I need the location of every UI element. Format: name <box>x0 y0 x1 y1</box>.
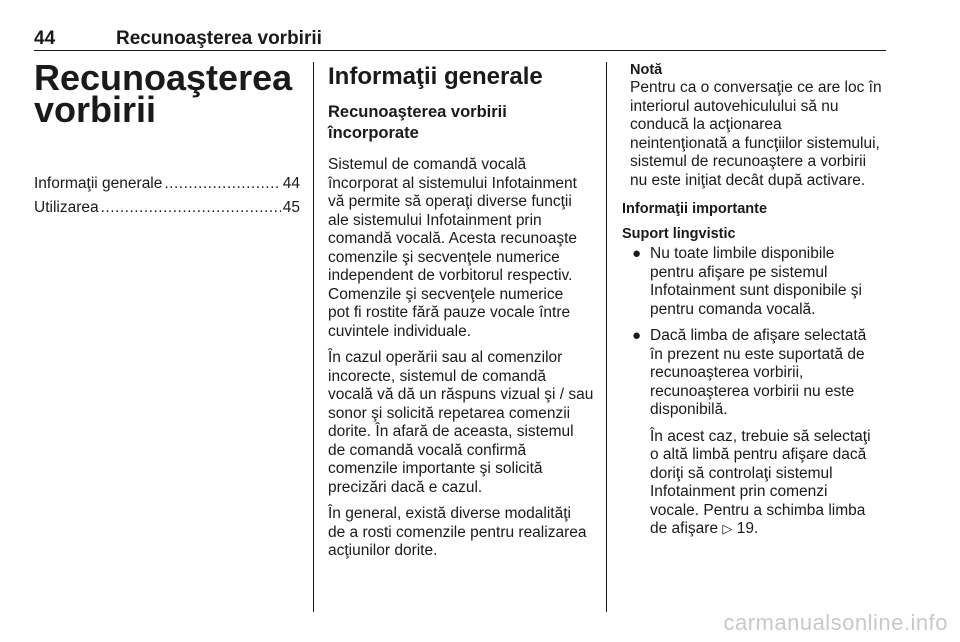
toc-entry-usage[interactable] <box>34 196 300 220</box>
text-line: disponibilă. <box>650 401 728 418</box>
text-line: încorporat al sistemului Infotainment <box>328 174 577 192</box>
text-line: Infotainment prin comenzi <box>650 483 828 500</box>
builtin-recognition-heading-line-1: Recunoaşterea vorbirii <box>328 103 507 121</box>
text-line: Nu toate limbile disponibile <box>650 245 835 262</box>
paragraph-errors <box>328 349 594 497</box>
text-line: recunoaşterea vorbirii nu este <box>650 382 855 400</box>
text-line: Pentru ca o conversaţie ce are loc în <box>630 79 882 96</box>
paragraph-general <box>328 505 594 561</box>
text-line: interiorul autovehiculului să nu <box>630 97 839 115</box>
text-line: incorecte, sistemul de comandă <box>328 367 546 385</box>
text-line: În cazul operării sau al comenzilor <box>328 349 563 366</box>
text-line <box>650 520 888 539</box>
text-line: Sistemul de comandă vocală <box>328 156 527 173</box>
note-title: Notă <box>630 62 663 78</box>
chapter-title: Recunoaşterea vorbirii <box>116 28 322 49</box>
column-divider-2 <box>606 62 607 612</box>
text-line: sistemul de recunoaştere a vorbirii <box>630 153 867 170</box>
toc-entry-label: Utilizarea <box>34 199 99 216</box>
text-line: sonor şi solicită repetarea comenzii <box>328 404 571 422</box>
text-line: Infotainment sunt disponibile şi <box>650 282 862 299</box>
general-info-heading: Informaţii generale <box>328 63 543 90</box>
text-line: neintenţionată a funcţiilor sistemului, <box>630 134 880 152</box>
text-line: vă permite să operaţi diverse funcţii <box>328 193 572 210</box>
toc-entry-general-info[interactable] <box>34 172 300 196</box>
column-divider-1 <box>313 62 314 612</box>
middle-column <box>328 62 594 561</box>
page-reference[interactable]: 19. <box>736 520 759 537</box>
important-info-heading: Informaţii importante <box>622 201 768 217</box>
text-line: comenzile şi secvenţele numerice <box>328 248 560 266</box>
text-line: independent de vorbitorul respectiv. <box>328 267 573 284</box>
text-line: dorite. În afară de aceasta, sistemul <box>328 423 574 440</box>
bullet-icon: ● <box>632 245 642 262</box>
text-line: cuvintele individuale. <box>328 322 472 340</box>
toc-entry-label: Informaţii generale <box>34 175 163 192</box>
list-item <box>622 327 888 420</box>
list-item <box>622 245 888 319</box>
builtin-recognition-heading <box>328 102 594 144</box>
text-line: o altă limbă pentru afişare dacă <box>650 446 867 463</box>
text-line: în prezent nu este suportată de <box>650 345 865 363</box>
text-fragment: de afişare <box>650 520 719 537</box>
text-line: doriţi să controlaţi sistemul <box>650 464 833 482</box>
text-line: vocală vă dă un răspuns vizual şi / sau <box>328 386 594 403</box>
text-line: vocale. Pentru a schimba limba <box>650 501 866 519</box>
toc-leader-dots <box>164 172 280 196</box>
page-number: 44 <box>34 28 56 49</box>
text-line: Comenzile şi secvenţele numerice <box>328 285 564 303</box>
text-line: recunoaşterea vorbirii, <box>650 364 804 381</box>
paragraph-intro <box>328 156 594 341</box>
text-line: de comandă vocală confirmă <box>328 441 527 459</box>
language-support-heading: Suport lingvistic <box>622 226 736 242</box>
text-line: pot fi rostite fără pauze vocale între <box>328 304 571 321</box>
table-of-contents <box>34 172 300 220</box>
text-line: ale sistemului Infotainment prin <box>328 211 542 229</box>
text-line: În acest caz, trebuie să selectaţi <box>650 427 871 445</box>
text-line: acţiunilor dorite. <box>328 542 438 559</box>
builtin-recognition-heading-line-2: încorporate <box>328 124 419 142</box>
text-line: Dacă limba de afişare selectată <box>650 327 867 344</box>
text-line: conducă la acţionarea <box>630 116 782 133</box>
toc-leader-dots <box>101 196 281 220</box>
text-line: comenzile importante şi solicită <box>328 460 543 477</box>
text-line: de a rosti comenzile pentru realizarea <box>328 523 587 541</box>
right-column <box>622 62 888 539</box>
note-text <box>630 79 888 190</box>
section-title <box>34 57 300 130</box>
toc-entry-page: 44 <box>282 175 300 192</box>
watermark: carmanualsonline.info <box>723 610 948 635</box>
bullet-icon: ● <box>632 327 642 344</box>
section-title-line-2: vorbirii <box>34 89 157 130</box>
toc-entry-page: 45 <box>282 199 300 216</box>
text-line: nu este iniţiat decât după activare. <box>630 171 866 189</box>
language-change-paragraph <box>622 428 888 539</box>
text-line: În general, există diverse modalităţi <box>328 505 571 522</box>
text-line: pentru afişare pe sistemul <box>650 263 828 281</box>
note-box <box>622 62 888 190</box>
header-rule <box>34 50 886 51</box>
text-line: comandă vocală. Acesta recunoaşte <box>328 230 578 247</box>
text-line: pentru comanda vocală. <box>650 300 816 318</box>
text-line: precizări dacă e cazul. <box>328 478 483 496</box>
page-header <box>34 28 886 50</box>
section-title-line-1: Recunoaşterea <box>34 57 293 98</box>
left-column <box>34 57 300 220</box>
page-reference-arrow-icon: ▷ <box>722 521 733 536</box>
